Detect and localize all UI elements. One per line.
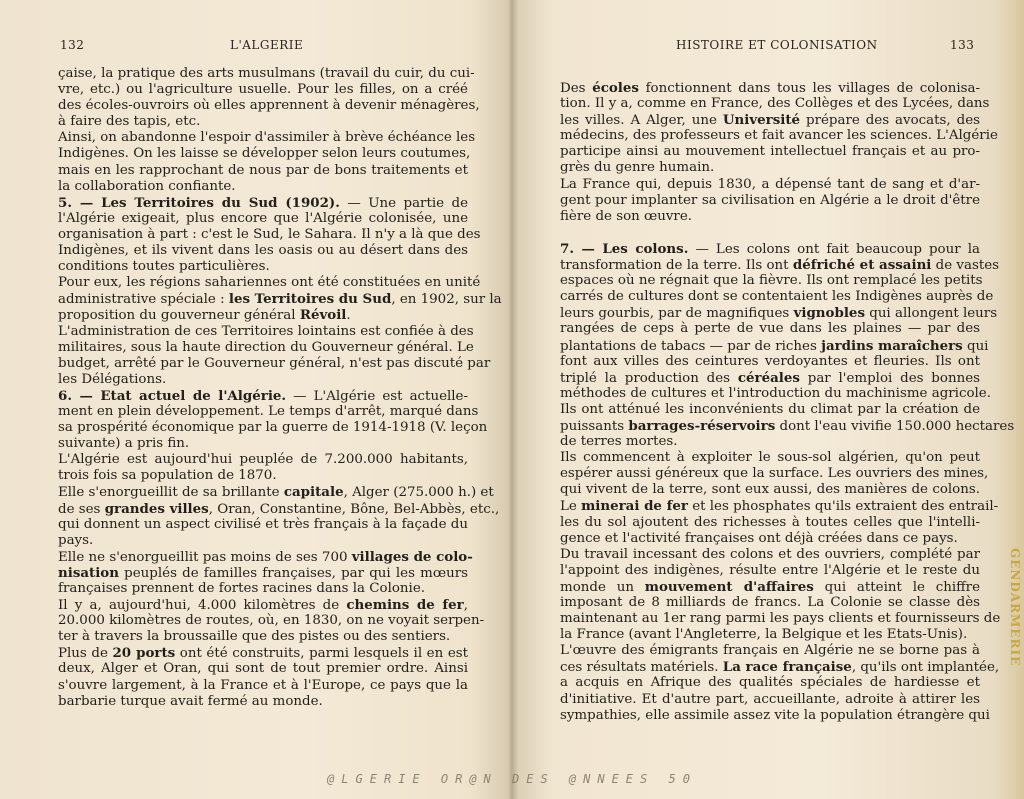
text-line: Elle ne s'enorgueillit pas moins de ses 700 villages de colo- [58,548,473,565]
page-number-right: 133 [950,38,975,52]
text-line: a acquis en Afrique des qualités spéciales de hardiesse et [560,675,980,691]
text-line: l'appoint des indigènes, résulte entre l'Algérie et le reste du [560,562,980,578]
text-line: sympathies, elle assimile assez vite la population étrangère qui [560,707,990,723]
text-line: qui vivent de la terre, sont eux aussi, des manières de colons. [560,482,980,498]
left-text-block [58,66,502,710]
text-line: Plus de 20 ports ont été construits, parmi lesquels il en est [58,645,468,662]
text-line: s'ouvre largement, à la France et à l'Europe, ce pays que la [58,677,468,693]
text-line: L'administration de ces Territoires lointains est confiée à des [58,323,474,339]
running-head-right: HISTOIRE ET COLONISATION [676,38,878,52]
text-line: la collaboration confiante. [58,178,236,194]
text-line: l'Algérie exigeait, plus encore que l'Algérie colonisée, une [58,210,468,226]
text-line: Le minerai de fer et les phosphates qu'ils extraient des entrail- [560,498,999,515]
text-line: les du sol ajoutent des richesses à toutes celles que l'intelli- [560,514,980,530]
text-line: vre, etc.) ou l'agriculture usuelle. Pour les filles, on a créé [58,82,468,98]
text-line: de terres mortes. [560,434,678,450]
text-line: qui donnent un aspect civilisé et très français à la façade du [58,516,468,532]
text-line: font aux villes des ceintures verdoyantes et fleuries. Ils ont [560,353,980,369]
text-line: puissants barrages-réservoirs dont l'eau vivifie 150.000 hectares [560,417,1015,434]
text-line: leurs gourbis, par de magnifiques vignobles qui allongent leurs [560,305,998,322]
text-line: trois fois sa population de 1870. [58,468,277,484]
text-line: mais en les rapprochant de nous par de bons traitements et [58,162,468,178]
text-line: gent pour implanter sa civilisation en Algérie a le droit d'être [560,192,980,208]
text-line: triplé la production des céréales par l'emploi des bonnes [560,369,980,386]
text-line: çaise, la pratique des arts musulmans (travail du cuir, du cui- [58,66,475,81]
text-line [560,225,980,241]
text-line: plantations de tabacs — par de riches jardins maraîchers qui [560,337,989,354]
text-line: Ils ont atténué les inconvénients du climat par la création de [560,401,980,417]
text-line: militaires, sous la haute direction du Gouverneur général. Le [58,339,474,355]
text-line: organisation à part : c'est le Sud, le Sahara. Il n'y a là que des [58,226,481,242]
text-line: Indigènes. On les laisse se développer selon leurs coutumes, [58,146,471,162]
text-line: carrés de cultures dont se contentaient les Indigènes auprès de [560,289,994,305]
text-line: sa prospérité économique par la guerre de 1914-1918 (V. leçon [58,420,488,436]
text-line: ment en plein développement. Le temps d'arrêt, marqué dans [58,403,479,419]
text-line: espaces où ne régnait que la fièvre. Ils ont remplacé les petits [560,273,983,289]
text-line: budget, arrêté par le Gouverneur général, n'est pas discuté par [58,355,491,371]
text-line: conditions toutes particulières. [58,259,270,275]
text-line: transformation de la terre. Ils ont défriché et assaini de vastes [560,257,999,274]
text-line: d'initiative. Et d'autre part, accueillante, adroite à attirer les [560,691,980,707]
text-line: françaises prennent de fortes racines dans la Colonie. [58,581,426,596]
running-head-left: L'ALGERIE [230,38,304,52]
watermark: @LGERIE OR@N DES @NNEES 50 [327,772,697,786]
text-line: ter à travers la broussaille que des pistes ou des sentiers. [58,629,451,645]
text-line: Elle s'enorgueillit de sa brillante capitale, Alger (275.000 h.) et [58,484,494,501]
text-line: Ils commencent à exploiter le sous-sol algérien, qu'on peut [560,450,980,466]
text-line: La France qui, depuis 1830, a dépensé tant de sang et d'ar- [560,176,980,192]
text-line: espérer aussi généreux que la surface. Les ouvriers des mines, [560,466,989,482]
text-line: barbarie turque avait fermé au monde. [58,693,323,709]
text-line: les Délégations. [58,371,167,387]
text-line: Du travail incessant des colons et des ouvriers, complété par [560,546,980,562]
text-line: Il y a, aujourd'hui, 4.000 kilomètres de chemins de fer, [58,597,468,614]
text-line: des écoles-ouvroirs où elles apprennent à devenir ménagères, [58,98,480,114]
text-line: de ses grandes villes, Oran, Constantine, Bône, Bel-Abbès, etc., [58,500,500,517]
text-line: à faire des tapis, etc. [58,114,201,130]
page-edge-stamp: GENDARMERIE [1008,548,1022,667]
text-line: Ainsi, on abandonne l'espoir d'assimiler à brève échéance les [58,130,476,146]
text-line: méthodes de cultures et l'introduction du machinisme agricole. [560,385,991,401]
text-line: monde un mouvement d'affaires qui atteint le chiffre [560,578,980,595]
text-line: gence et l'activité françaises ont déjà créées dans ce pays. [560,530,958,546]
text-line: la France (avant l'Angleterre, la Belgique et les Etats-Unis). [560,627,968,643]
text-line: administrative spéciale : les Territoires du Sud, en 1902, sur la [58,291,502,308]
text-line: proposition du gouverneur général Révoil. [58,307,351,324]
text-line: 6. — Etat actuel de l'Algérie. — L'Algérie est actuelle- [58,387,469,404]
text-line: les villes. A Alger, une Université prépare des avocats, des [560,112,980,129]
text-line: rangées de ceps à perte de vue dans les plaines — par des [560,321,980,337]
text-line: médecins, des professeurs et fait avancer les sciences. L'Algérie [560,128,998,144]
text-line: fière de son œuvre. [560,208,693,224]
text-line: nisation peuplés de familles françaises, par qui les mœurs [58,564,468,581]
text-line: L'Algérie est aujourd'hui peuplée de 7.200.000 habitants, [58,452,468,468]
page-number-left: 132 [60,38,85,52]
text-line: Pour eux, les régions sahariennes ont été constituées en unité [58,275,481,291]
text-line: 7. — Les colons. — Les colons ont fait beaucoup pour la [560,240,980,257]
text-line: deux, Alger et Oran, qui sont de tout premier ordre. Ainsi [58,661,468,677]
text-line: imposant de 8 milliards de francs. La Colonie se classe dès [560,595,980,610]
text-line: 5. — Les Territoires du Sud (1902). — Une partie de [58,194,468,211]
text-line: L'œuvre des émigrants français en Algérie ne se borne pas à [560,643,980,659]
text-line: maintenant au 1er rang parmi les pays clients et fournisseurs de [560,611,1001,627]
text-line: tion. Il y a, comme en France, des Collèges et des Lycées, dans [560,96,990,112]
text-line: grès du genre humain. [560,160,715,176]
right-page [512,0,1024,799]
text-line: Indigènes, et ils vivent dans les oasis ou au désert dans des [58,243,468,259]
text-line: 20.000 kilomètres de routes, où, en 1830, on ne voyait serpen- [58,613,485,629]
text-line: Des écoles fonctionnent dans tous les villages de colonisa- [560,80,980,96]
text-line: ces résultats matériels. La race française, qu'ils ont implantée, [560,659,1000,676]
text-line: suivante) a pris fin. [58,436,190,452]
text-line: participe ainsi au mouvement intellectuel français et au pro- [560,144,980,160]
text-line: pays. [58,532,94,548]
